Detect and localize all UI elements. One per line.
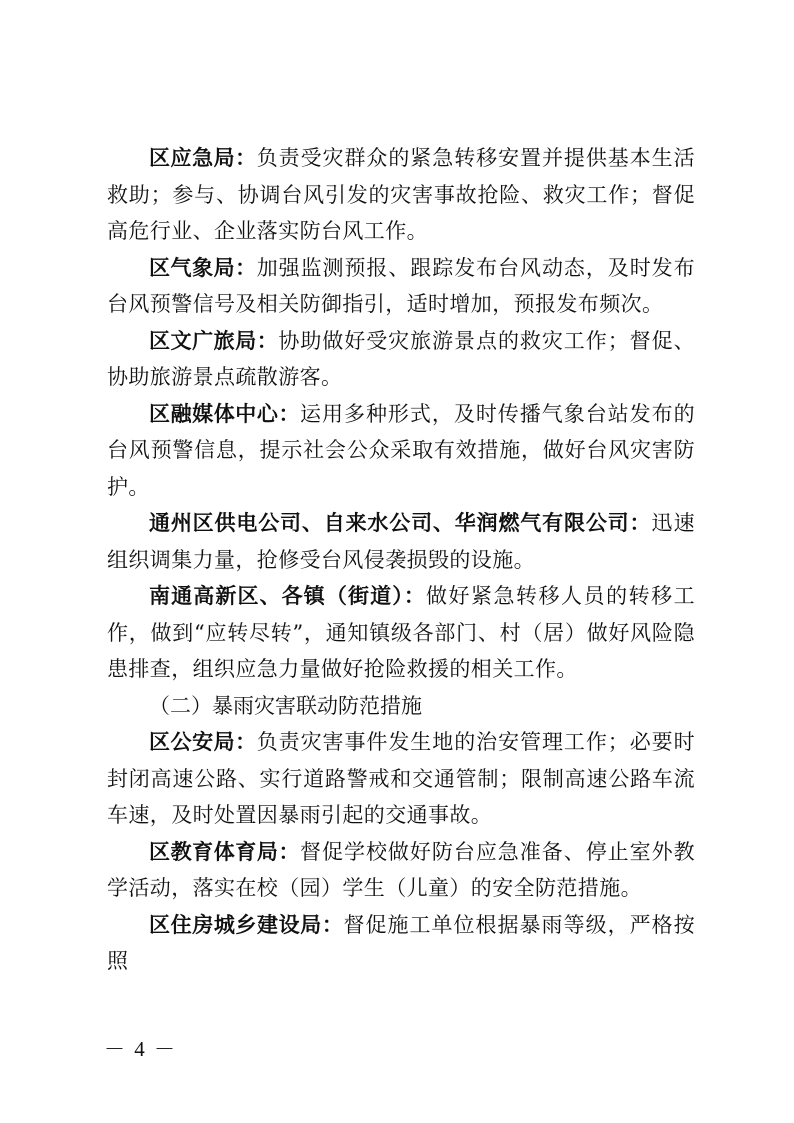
paragraph-text: 负责受灾群众的紧急转移安置并提供基本生活救助；参与、协调台风引发的灾害事故抢险、救灾工作；督促高危行业、企业落实防台风工作。 bbox=[107, 146, 696, 243]
paragraph-education-sports-bureau bbox=[107, 834, 695, 907]
document-body bbox=[107, 140, 695, 980]
paragraph-culture-tourism-bureau bbox=[107, 323, 695, 396]
paragraph-text: 负责灾害事件发生地的治安管理工作；必要时封闭高速公路、实行道路警戒和交通管制；限制高速公路车流车速，及时处置因暴雨引起的交通事故。 bbox=[107, 730, 696, 827]
page-number: － 4 － bbox=[104, 1037, 177, 1061]
paragraph-text: 运用多种形式，及时传播气象台站发布的台风预警信息，提示社会公众采取有效措施，做好台风灾害防护。 bbox=[107, 401, 696, 499]
paragraph-lead: 区应急局： bbox=[149, 146, 257, 170]
paragraph-lead: 南通高新区、各镇（街道）： bbox=[149, 584, 426, 608]
paragraph-lead: 区公安局： bbox=[149, 730, 257, 754]
paragraph-public-security-bureau bbox=[107, 724, 695, 834]
paragraph-text: 做好紧急转移人员的转移工作，做到“应转尽转”，通知镇级各部门、村（居）做好风险隐患排查，组织应急力量做好抢险救援的相关工作。 bbox=[107, 584, 695, 681]
paragraph-meteorology-bureau bbox=[107, 250, 695, 323]
paragraph-lead: 区气象局： bbox=[149, 255, 257, 280]
paragraph-emergency-bureau bbox=[107, 140, 695, 250]
paragraph-text: 加强监测预报、跟踪发布台风动态，及时发布台风预警信号及相关防御指引，适时增加，预报发布频次。 bbox=[107, 255, 696, 316]
paragraph-utilities-companies bbox=[107, 505, 695, 578]
paragraph-text: 迅速组织调集力量，抢修受台风侵袭损毁的设施。 bbox=[107, 511, 696, 572]
paragraph-text: 督促学校做好防台应急准备、停止室外教学活动，落实在校（园）学生（儿童）的安全防范措施。 bbox=[107, 839, 696, 900]
paragraph-lead: 区文广旅局： bbox=[149, 328, 279, 353]
paragraph-lead: 区融媒体中心： bbox=[149, 401, 301, 426]
paragraph-text: 督促施工单位根据暴雨等级，严格按照 bbox=[107, 912, 696, 973]
section-heading: （二）暴雨灾害联动防范措施 bbox=[149, 693, 422, 718]
paragraph-towns-streets bbox=[107, 578, 695, 688]
paragraph-text: 协助做好受灾旅游景点的救灾工作；督促、协助旅游景点疏散游客。 bbox=[107, 328, 696, 389]
paragraph-housing-construction-bureau bbox=[107, 907, 695, 980]
paragraph-media-center bbox=[107, 396, 695, 506]
paragraph-lead: 通州区供电公司、自来水公司、华润燃气有限公司： bbox=[149, 511, 652, 535]
paragraph-lead: 区住房城乡建设局： bbox=[149, 912, 344, 937]
paragraph-lead: 区教育体育局： bbox=[149, 839, 301, 864]
